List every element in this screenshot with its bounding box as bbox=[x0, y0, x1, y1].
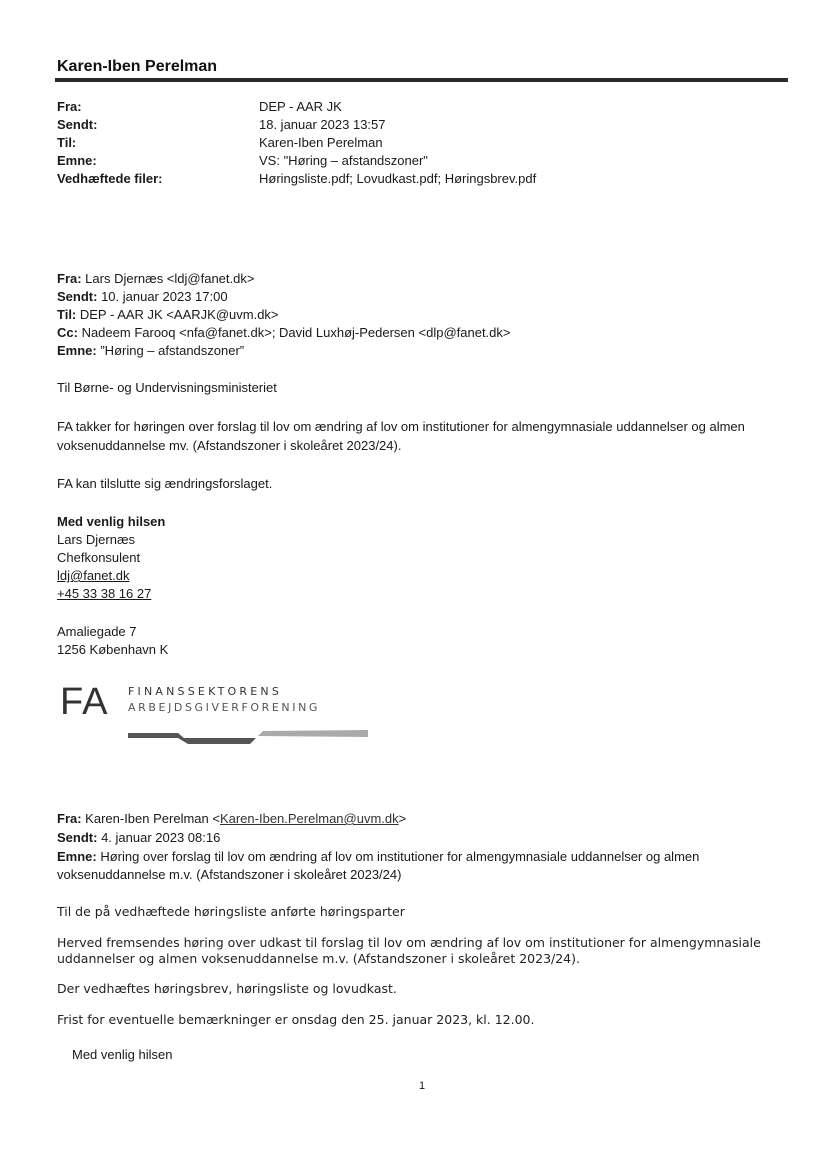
msg3-p3: Der vedhæftes høringsbrev, høringsliste og lovudkast. bbox=[57, 981, 397, 996]
msg3-p2-line1: Herved fremsendes høring over udkast til forslag til lov om ændring af lov om institutioner for almengymnasiale bbox=[57, 935, 761, 950]
msg2-body1: FA takker for høringen over forslag til lov om ændring af lov om institutioner for almengymnasiale uddannelser og almen voksenuddannelse mv. (Afstandszoner i skoleåret 2023/24). bbox=[57, 419, 745, 453]
address-city: 1256 København K bbox=[57, 642, 169, 657]
msg2-from: Fra: Lars Djernæs <ldj@fanet.dk> bbox=[57, 271, 255, 286]
attachments-value: Høringsliste.pdf; Lovudkast.pdf; Høringsbrev.pdf bbox=[259, 171, 537, 186]
address-street: Amaliegade 7 bbox=[57, 624, 137, 639]
fa-logo-graphic bbox=[60, 680, 380, 750]
owner-name: Karen-Iben Perelman bbox=[57, 58, 218, 75]
msg3-subject: Emne: Høring over forslag til lov om ændring af lov om institutioner for almengymnasiale uddannelser og almen bbox=[57, 849, 700, 864]
page-number: 1 bbox=[419, 1080, 426, 1092]
subject-label: Emne: bbox=[57, 153, 97, 168]
msg2-sent: Sendt: 10. januar 2023 17:00 bbox=[57, 289, 228, 304]
fa-logo-line2: ARBEJDSGIVERFORENING bbox=[128, 701, 321, 714]
msg2-closing: Med venlig hilsen bbox=[57, 514, 166, 529]
sig-title: Chefkonsulent bbox=[57, 550, 141, 565]
sent-value: 18. januar 2023 13:57 bbox=[259, 117, 386, 132]
subject-value: VS: "Høring – afstandszoner" bbox=[259, 153, 428, 168]
msg3-sent: Sendt: 4. januar 2023 08:16 bbox=[57, 830, 221, 845]
fa-logo-letters: FA bbox=[60, 681, 109, 723]
msg3-closing: Med venlig hilsen bbox=[72, 1047, 173, 1062]
msg3-p1: Til de på vedhæftede høringsliste anførte høringsparter bbox=[57, 904, 405, 919]
from-label: Fra: bbox=[57, 99, 82, 114]
from-value: DEP - AAR JK bbox=[259, 99, 342, 114]
msg3-p4: Frist for eventuelle bemærkninger er onsdag den 25. januar 2023, kl. 12.00. bbox=[57, 1012, 535, 1027]
email-header bbox=[57, 98, 777, 193]
fa-logo-line1: FINANSSEKTORENS bbox=[128, 685, 283, 698]
sent-label: Sendt: bbox=[57, 117, 98, 132]
msg3-subject-cont: voksenuddannelse m.v. (Afstandszoner i skoleåret 2023/24) bbox=[57, 867, 402, 882]
fa-logo bbox=[60, 680, 380, 750]
sig-name: Lars Djernæs bbox=[57, 532, 136, 547]
msg3-from: Fra: Karen-Iben Perelman <Karen-Iben.Perelman@uvm.dk> bbox=[57, 811, 407, 826]
msg3-p2-line2: uddannelser og almen voksenuddannelse m.v. (Afstandszoner i skoleåret 2023/24). bbox=[57, 951, 580, 966]
attachments-label: Vedhæftede filer: bbox=[57, 171, 163, 186]
sig-email-link[interactable]: ldj@fanet.dk bbox=[57, 568, 130, 583]
sig-phone-link[interactable]: +45 33 38 16 27 bbox=[57, 586, 152, 601]
msg2-to: Til: DEP - AAR JK <AARJK@uvm.dk> bbox=[57, 307, 279, 322]
msg3-email-link[interactable]: Karen-Iben.Perelman@uvm.dk bbox=[219, 811, 399, 826]
to-label: Til: bbox=[57, 135, 77, 150]
to-value: Karen-Iben Perelman bbox=[259, 135, 383, 150]
msg2-subject: Emne: ”Høring – afstandszoner” bbox=[57, 343, 245, 358]
msg2-salutation: Til Børne- og Undervisningsministeriet bbox=[57, 380, 277, 395]
header-rule bbox=[55, 78, 788, 82]
msg2-cc: Cc: Nadeem Farooq <nfa@fanet.dk>; David Luxhøj-Pedersen <dlp@fanet.dk> bbox=[57, 325, 511, 340]
msg2-body2: FA kan tilslutte sig ændringsforslaget. bbox=[57, 476, 273, 491]
